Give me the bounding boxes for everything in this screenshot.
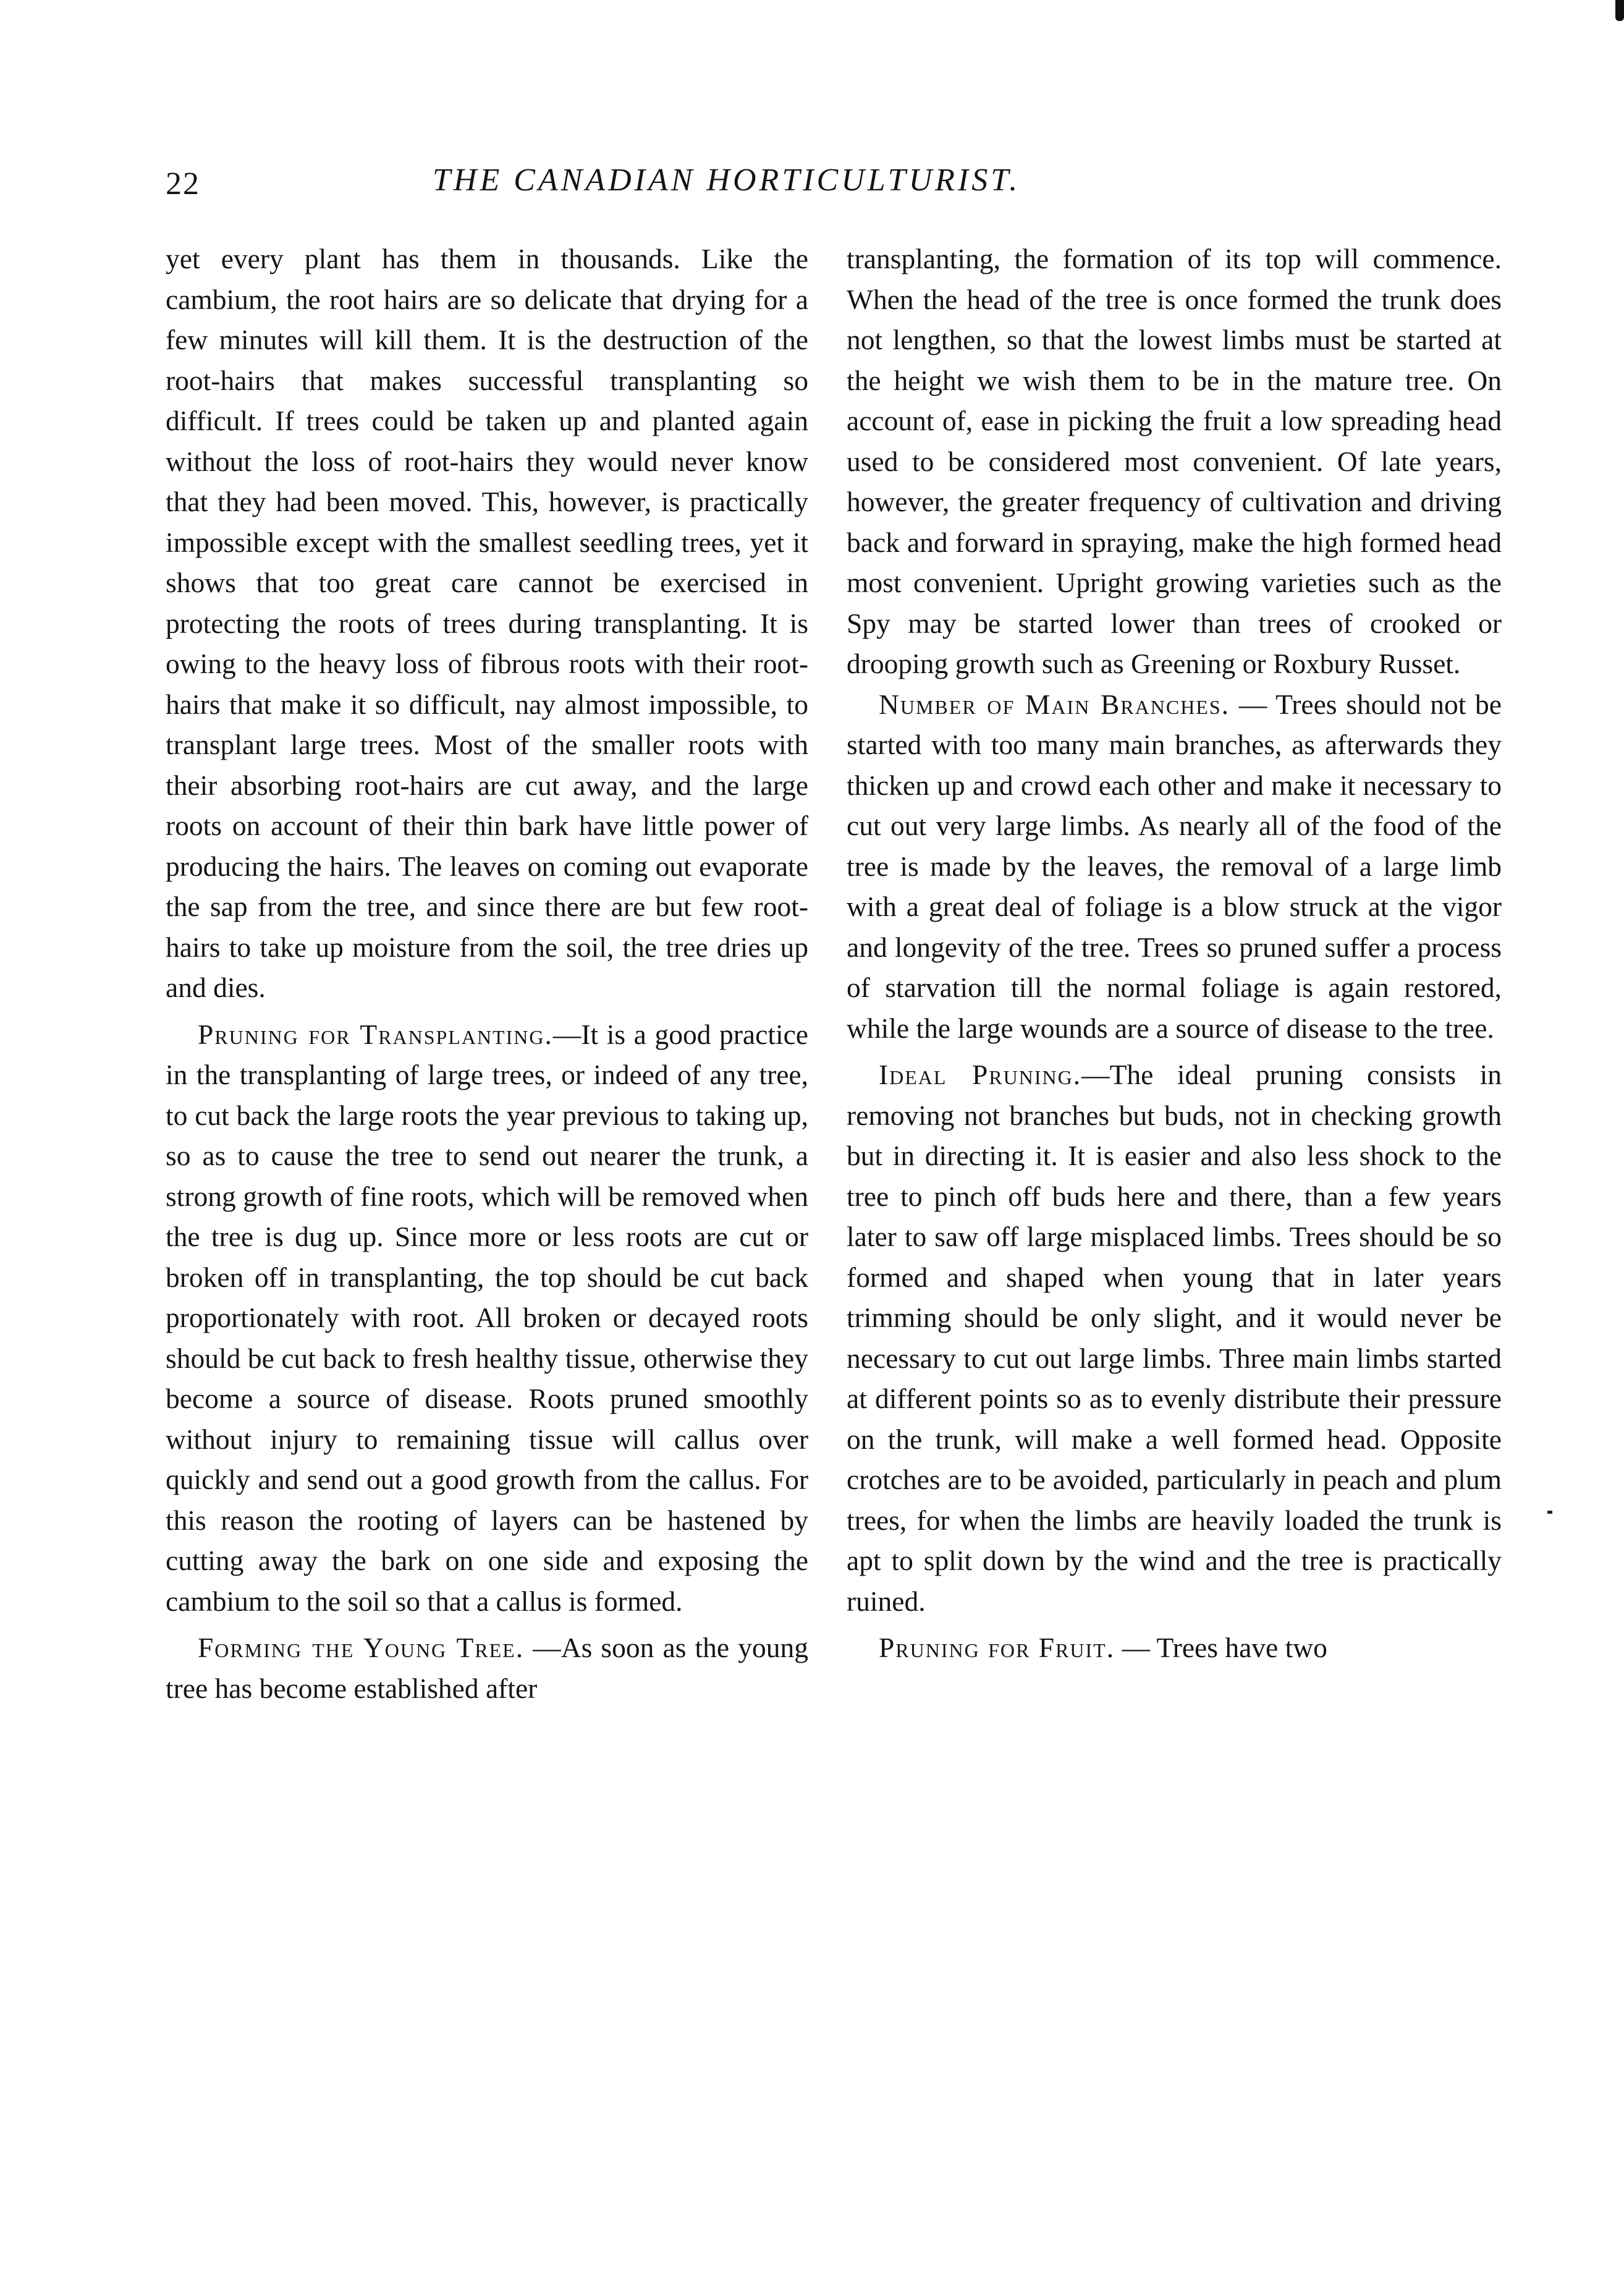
section-heading-ideal-pruning: Ideal Pruning.: [879, 1059, 1082, 1090]
paragraph-text: — Trees have two: [1115, 1632, 1327, 1663]
paragraph-pruning-for-transplanting: [166, 1014, 808, 1622]
paragraph-transplanting-top: transplanting, the formation of its top will commence. When the head of the tree is once formed the trunk does not lengthen, so that the lowest limbs must be started at the height we wish them to be in the mature tree. On account of, ease in picking the fruit a low spreading head used to be considered most convenient. Of late years, however, the greater frequency of cultivation and driving back and forward in spraying, make the high formed head most convenient. Upright growing varieties such as the Spy may be started lower than trees of crooked or drooping growth such as Greening or Roxbury Russet.: [847, 243, 1502, 679]
paragraph-number-of-main-branches: [847, 684, 1502, 1049]
paragraph-text: —It is a good practice in the transplanting of large trees, or indeed of any tree, to cut back the large roots the year previous to taking up, so as to cause the tree to send out nearer the trunk, a strong growth of fine roots, which will be removed when the tree is dug up. Since more or less roots are cut or broken off in transplanting, the top should be cut back proportionately with root. All broken or decayed roots should be cut back to fresh healthy tissue, otherwise they become a source of disease. Roots pruned smoothly without injury to remaining tissue will callus over quickly and send out a good growth from the callus. For this reason the rooting of layers can be hastened by cutting away the bark on one side and exposing the cambium to the soil so that a callus is formed.: [166, 1018, 808, 1617]
paragraph-text: — Trees should not be started with too many main branches, as afterwards they thicken up and crowd each other and make it necessary to cut out very large limbs. As nearly all of the food of the tree is made by the leaves, the removal of a large limb with a great deal of foliage is a blow struck at the vigor and longevity of the tree. Trees so pruned suffer a process of starvation till the normal foliage is again restored, while the large wounds are a source of disease to the tree.: [847, 688, 1502, 1044]
section-heading-forming-young-tree: Forming the Young Tree.: [198, 1632, 525, 1663]
paragraph-text: —The ideal pruning consists in removing not branches but buds, not in checking growth but in directing it. It is easier and also less shock to the tree to pinch off buds here and there, than a few years later to saw off large misplaced limbs. Trees should be so formed and shaped when young that in later years trimming should be only slight, and it would never be necessary to cut out large limbs. Three main limbs started at different points so as to evenly distribute their pressure on the trunk, will make a well formed head. Opposite crotches are to be avoided, particularly in peach and plum trees, for when the limbs are heavily loaded the trunk is apt to split down by the wind and the tree is practically ruined.: [847, 1059, 1502, 1617]
section-heading-number-of-main-branches: Number of Main Branches.: [879, 688, 1230, 720]
section-heading-pruning-for-transplanting: Pruning for Transplanting.: [198, 1018, 553, 1050]
paragraph-text: —As soon as the young tree has become established after: [166, 1632, 808, 1704]
paragraph-forming-young-tree: [166, 1627, 808, 1708]
left-column: [166, 239, 808, 1708]
right-column: [847, 239, 1502, 1668]
margin-speck: [1547, 1511, 1552, 1514]
corner-scan-mark: [1615, 0, 1624, 21]
paragraph-pruning-for-fruit: [847, 1627, 1502, 1668]
paragraph-ideal-pruning: [847, 1054, 1502, 1621]
page-number: 22: [166, 166, 200, 202]
section-heading-pruning-for-fruit: Pruning for Fruit.: [879, 1632, 1115, 1663]
running-title: THE CANADIAN HORTICULTURIST.: [433, 163, 1021, 198]
paragraph-root-hairs: yet every plant has them in thousands. Like the cambium, the root hairs are so delicate that drying for a few minutes will kill them. It is the destruction of the root-hairs that makes successful transplanting so difficult. If trees could be taken up and planted again without the loss of root-hairs they would never know that they had been moved. This, however, is practically impossible except with the smallest seedling trees, yet it shows that too great care cannot be exercised in protecting the roots of trees during transplanting. It is owing to the heavy loss of fibrous roots with their root-hairs that make it so difficult, nay almost impossible, to transplant large trees. Most of the smaller roots with their absorbing root-hairs are cut away, and the large roots on account of their thin bark have little power of producing the hairs. The leaves on coming out evaporate the sap from the tree, and since there are but few root-hairs to take up moisture from the soil, the tree dries up and dies.: [166, 243, 808, 1003]
